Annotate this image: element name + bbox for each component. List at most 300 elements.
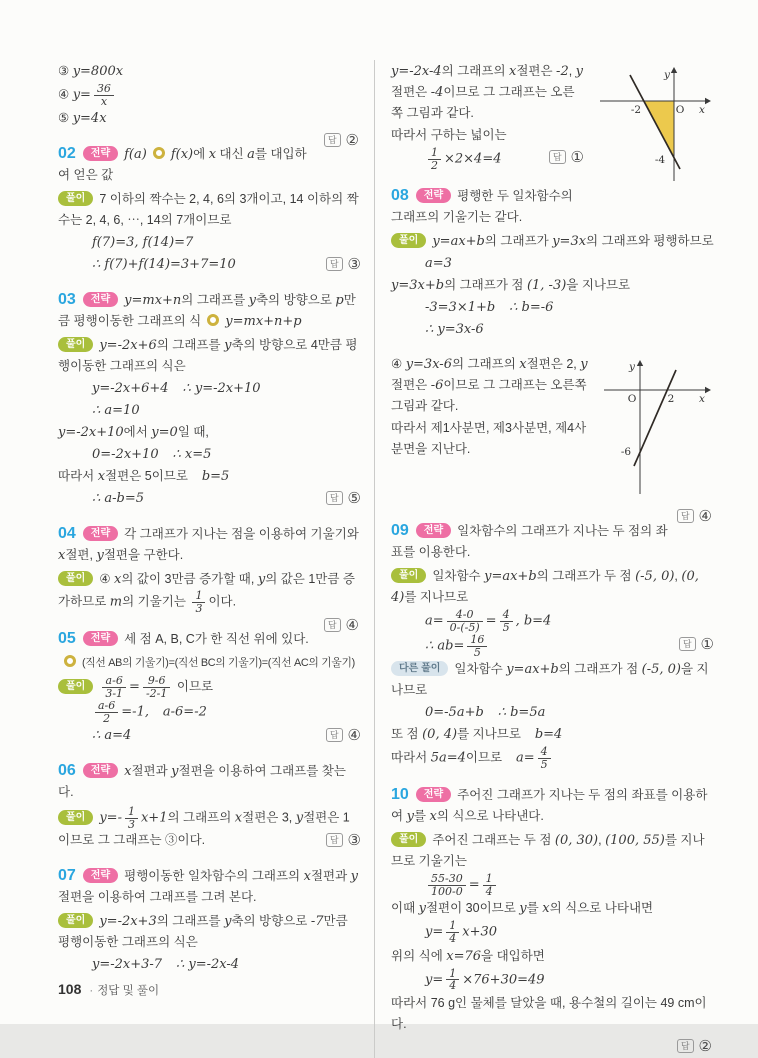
text-run: 를 지나므로 기울기는 xyxy=(391,833,705,869)
text-run: 절편, xyxy=(65,548,97,563)
answer-choice: ① xyxy=(570,149,584,166)
fraction-numerator: a-6 xyxy=(98,699,116,713)
math-run: y=-2x+3-7 xyxy=(92,957,163,973)
math-run: y=mx+n xyxy=(124,293,182,309)
graph-figure-2 xyxy=(600,356,714,500)
text-line xyxy=(391,784,714,827)
text-line xyxy=(58,523,361,566)
math-run: y=ax+b xyxy=(484,569,537,585)
fraction-denominator: 5 xyxy=(467,646,487,659)
math-run: (-5, 0) xyxy=(641,662,681,678)
math-run: y=3x+b xyxy=(391,278,445,294)
text-line xyxy=(58,488,361,509)
answer-icon: 답 xyxy=(679,637,696,651)
y-intercept-label: -4 xyxy=(654,154,666,166)
footer-label: 정답 및 풀이 xyxy=(97,985,160,997)
text-run xyxy=(162,957,176,971)
text-run xyxy=(159,447,173,461)
math-run: y=-2x+3 xyxy=(99,914,157,930)
fraction xyxy=(447,609,483,633)
text-run: 이다. xyxy=(208,594,237,609)
answer-choice: ④ xyxy=(698,508,712,526)
x-intercept-label: -2 xyxy=(630,104,642,116)
text-run: , xyxy=(598,833,606,848)
answer-mark xyxy=(324,130,359,152)
answer-icon: 답 xyxy=(326,257,343,271)
math-run: y=ax+b xyxy=(506,662,559,678)
math-run: y xyxy=(248,293,256,309)
math-run: (0, 4) xyxy=(391,569,703,606)
text-line xyxy=(58,61,361,82)
text-run: 따라서 76 g인 물체를 달았을 때, 용수철의 길이는 49 cm이다. xyxy=(391,995,707,1031)
text-run xyxy=(495,300,509,314)
math-run: (0, 30) xyxy=(554,833,599,849)
text-run: 절편은 1이므로 그 그래프는 ③이다. xyxy=(58,810,350,848)
text-line xyxy=(58,653,361,674)
answer-mark xyxy=(549,147,584,169)
fraction-numerator: 1 xyxy=(449,966,457,980)
text-run: 따라서 xyxy=(391,750,431,765)
math-run: y xyxy=(171,764,179,780)
fraction-denominator: 100-0 xyxy=(428,885,466,898)
solution-badge: 풀이 xyxy=(58,810,93,825)
text-run: 일 때, xyxy=(177,425,209,440)
math-run: x xyxy=(97,469,106,485)
solution-badge: 풀이 xyxy=(391,233,426,248)
problem-block-09 xyxy=(391,520,714,770)
math-run: ∴ ab= xyxy=(425,638,465,654)
fraction-numerator: 9-6 xyxy=(147,674,166,688)
math-run: = xyxy=(129,679,140,695)
text-line xyxy=(391,231,714,252)
text-line xyxy=(58,444,361,465)
text-run: 절편은 xyxy=(391,378,431,393)
math-run: ∴ a=4 xyxy=(92,728,132,744)
text-run: 만큼 평행이동한 그래프의 식은 xyxy=(58,914,352,950)
answer-icon: 답 xyxy=(326,833,343,847)
math-run: y xyxy=(257,572,266,588)
solution-badge: 풀이 xyxy=(391,832,426,847)
text-line xyxy=(391,746,714,770)
problem-block-08 xyxy=(391,185,714,340)
key-point-icon xyxy=(64,655,76,667)
text-line xyxy=(58,911,361,953)
text-run: 의 그래프가 점 xyxy=(444,278,527,293)
answer-icon: 답 xyxy=(549,150,566,164)
math-run: x xyxy=(429,809,437,825)
math-run: f(a) xyxy=(124,147,147,163)
math-run: x xyxy=(234,810,243,826)
text-line xyxy=(58,189,361,231)
answer-choice: ③ xyxy=(347,832,361,850)
fraction-denominator: 3 xyxy=(125,818,138,831)
left-column xyxy=(58,60,361,1058)
text-line xyxy=(58,335,361,377)
math-run: b=5 xyxy=(201,469,230,485)
math-run: x+1 xyxy=(140,810,168,826)
math-run: = xyxy=(485,613,497,629)
math-run: 0=-2x+10 xyxy=(92,447,159,463)
text-run: (직선 AB의 기울기)=(직선 BC의 기울기)=(직선 AC의 기울기) xyxy=(82,657,355,670)
text-line xyxy=(391,873,714,897)
text-run xyxy=(149,705,163,719)
fraction-denominator: 2 xyxy=(428,159,441,172)
text-run: ⑤ xyxy=(58,111,73,126)
fraction xyxy=(483,873,496,897)
continued-solution-block xyxy=(391,354,714,526)
math-run: (-5, 0) xyxy=(635,569,675,585)
text-run: 의 그래프의 xyxy=(441,64,509,78)
math-run: -6 xyxy=(430,378,444,394)
text-line xyxy=(391,946,714,967)
math-run: p xyxy=(335,293,344,309)
answer-icon: 답 xyxy=(324,618,341,632)
answer-choice: ④ xyxy=(345,617,359,635)
text-run: 절편과 xyxy=(131,764,172,779)
text-run: 따라서 구하는 넓이는 xyxy=(391,128,507,142)
text-run: 이므로 xyxy=(173,679,214,694)
math-run: y= xyxy=(425,924,444,940)
text-run: 7 이하의 짝수는 2, 4, 6의 3개이고, 14 이하의 짝수는 2, 4, 6, ⋯, 14의 7개이므로 xyxy=(58,192,359,228)
math-run: x xyxy=(124,764,132,780)
text-run: 를 지나므로 xyxy=(457,727,535,742)
text-run: 세 점 A, B, C가 한 직선 위에 있다. xyxy=(124,632,309,647)
problem-block-05 xyxy=(58,628,361,746)
text-line xyxy=(58,628,361,650)
key-point-icon xyxy=(207,314,219,326)
text-line xyxy=(391,566,714,608)
strategy-badge: 전략 xyxy=(83,763,118,778)
fraction-numerator: 1 xyxy=(449,919,457,933)
math-run: y xyxy=(406,809,414,825)
alt-badge: 다른 풀이 xyxy=(391,661,448,676)
fraction xyxy=(446,920,459,944)
answer-mark xyxy=(326,254,361,276)
math-run: a= xyxy=(516,750,535,766)
answer-choice: ④ xyxy=(347,727,361,745)
key-point-icon xyxy=(153,147,165,159)
text-run: 따라서 xyxy=(58,469,98,484)
text-run: 주어진 그래프는 두 점 xyxy=(432,833,555,848)
math-run: x xyxy=(519,357,527,373)
text-run: 위의 식에 xyxy=(391,948,447,963)
text-line xyxy=(58,83,361,107)
text-run: 에 xyxy=(193,147,209,162)
text-run: 의 식으로 나타낸다. xyxy=(436,809,544,824)
text-run: , xyxy=(568,64,576,78)
math-run: m xyxy=(109,594,123,610)
text-line xyxy=(391,275,714,296)
fraction xyxy=(446,968,459,992)
math-run: ×2×4=4 xyxy=(444,151,502,167)
text-run: 에서 xyxy=(123,425,152,440)
text-run: 일차함수의 그래프가 지나는 두 점의 좌표를 이용한다. xyxy=(391,524,668,560)
answer-mark xyxy=(324,615,359,637)
text-run: 대신 xyxy=(216,147,248,162)
math-run: y xyxy=(350,869,359,885)
text-line xyxy=(391,297,714,318)
text-run: 절편은 xyxy=(516,64,557,78)
problem-number: 07 xyxy=(58,867,76,885)
answer-mark xyxy=(677,506,712,528)
answer-icon: 답 xyxy=(677,509,694,523)
math-run: x xyxy=(509,64,517,79)
text-run: 일차함수 xyxy=(432,569,485,584)
math-run: (1, -3) xyxy=(526,278,567,294)
text-run: 의 그래프를 xyxy=(156,338,225,353)
math-run: -2 xyxy=(556,64,569,79)
fraction xyxy=(95,700,118,724)
math-run: x=76 xyxy=(446,948,482,964)
answer-mark xyxy=(326,488,361,510)
text-run: 평행한 두 일차함수의 그래프의 기울기는 같다. xyxy=(391,189,577,225)
text-line xyxy=(58,232,361,253)
math-run: ∴ x=5 xyxy=(172,447,212,463)
answer-choice: ② xyxy=(345,132,359,150)
text-line xyxy=(391,659,714,701)
text-line xyxy=(58,865,361,908)
math-run: y xyxy=(295,810,304,826)
fraction xyxy=(538,746,551,770)
graph-figure-1 xyxy=(594,63,714,185)
origin-label: O xyxy=(675,104,685,116)
math-run: y xyxy=(224,338,232,354)
text-run: 의 값이 3만큼 증가할 때, xyxy=(121,572,258,587)
x-axis-arrow xyxy=(705,98,711,104)
problem-block-06 xyxy=(58,760,361,851)
answer-icon: 답 xyxy=(677,1039,694,1053)
text-run: ④ xyxy=(99,572,115,587)
fraction xyxy=(428,873,466,897)
fraction-denominator: x xyxy=(94,95,114,108)
math-run: y xyxy=(418,901,426,917)
fraction-denominator: 5 xyxy=(500,621,513,634)
math-run: a-6=-2 xyxy=(162,704,207,720)
text-run: 절편이 30이므로 xyxy=(425,901,520,916)
text-run: 따라서 제1사분면, 제3사분면, 제4사분면을 지난다. xyxy=(391,421,587,457)
text-run: 의 식으로 나타내면 xyxy=(549,901,654,916)
text-run: 의 그래프가 두 점 xyxy=(536,569,636,584)
fraction-numerator: 55-30 xyxy=(431,872,463,886)
x-axis-arrow xyxy=(705,387,711,393)
text-run: 의 그래프를 xyxy=(156,914,225,929)
text-run: 절편을 이용하여 그래프를 찾는다. xyxy=(58,764,346,800)
text-line xyxy=(391,968,714,992)
fraction-denominator: 3-1 xyxy=(102,687,126,700)
page-number: 108 xyxy=(58,981,82,997)
text-run: 축의 방향으로 xyxy=(231,914,311,929)
math-run: x xyxy=(208,147,217,163)
text-line xyxy=(58,806,361,851)
text-run: 를 지나므로 xyxy=(404,590,469,605)
fraction xyxy=(500,609,513,633)
fraction xyxy=(192,590,205,614)
answer-mark xyxy=(679,634,714,656)
strategy-badge: 전략 xyxy=(83,631,118,646)
strategy-badge: 전략 xyxy=(83,526,118,541)
math-run: ∴ y=-2x+10 xyxy=(182,381,261,397)
text-run: 이므로 그 그래프는 오른쪽 그림과 같다. xyxy=(391,85,575,120)
text-run: 의 그래프가 점 xyxy=(558,662,642,677)
math-run: y xyxy=(224,914,232,930)
math-run: 5a=4 xyxy=(430,750,466,766)
fraction-denominator: 2 xyxy=(95,712,118,725)
math-run: , b=4 xyxy=(515,613,552,629)
math-run: b=4 xyxy=(534,727,563,743)
text-run: 절편은 xyxy=(391,85,431,99)
math-run: ∴ a-b=5 xyxy=(92,491,145,507)
math-run: ∴ y=3x-6 xyxy=(425,322,484,338)
text-run: 일차함수 xyxy=(454,662,507,677)
math-run: x xyxy=(542,901,550,917)
fraction-denominator: 4 xyxy=(483,885,496,898)
math-run: ∴ y=-2x-4 xyxy=(175,957,240,973)
math-run: y xyxy=(575,64,584,79)
fraction xyxy=(143,675,170,699)
answer-choice: ① xyxy=(700,636,714,654)
fraction-numerator: 36 xyxy=(96,82,111,95)
text-run: 절편은 5이므로 xyxy=(105,469,202,484)
problem-number: 03 xyxy=(58,291,76,309)
solution-badge: 풀이 xyxy=(58,191,93,206)
math-run: ∴ a=10 xyxy=(92,403,140,419)
math-run: (0, 4) xyxy=(422,727,458,743)
math-run: y=mx+n+p xyxy=(225,314,302,330)
math-run: y=-2x+6 xyxy=(99,338,157,354)
y-axis-label: y xyxy=(664,69,670,81)
fraction-numerator: 1 xyxy=(127,805,135,819)
problem-number: 05 xyxy=(58,630,76,648)
math-run: =-1, xyxy=(121,704,149,720)
math-run: -3=3×1+b xyxy=(425,300,496,316)
fraction xyxy=(102,675,126,699)
answer-choice: ③ xyxy=(347,256,361,274)
solution-badge: 풀이 xyxy=(58,913,93,928)
text-line xyxy=(58,378,361,399)
text-run: 을 대입하면 xyxy=(481,948,545,963)
strategy-badge: 전략 xyxy=(416,787,451,802)
y-axis-label: y xyxy=(629,361,635,374)
math-run: y= xyxy=(72,87,91,103)
strategy-badge: 전략 xyxy=(83,292,118,307)
math-run: ∴ f(7)+f(14)=3+7=10 xyxy=(92,257,236,273)
text-line xyxy=(391,920,714,944)
strategy-badge: 전략 xyxy=(416,523,451,538)
y-axis-arrow xyxy=(637,360,643,366)
answer-mark xyxy=(326,725,361,747)
fraction xyxy=(467,634,487,658)
text-run: 이므로 그 그래프는 오른쪽 그림과 같다. xyxy=(391,378,591,414)
text-line xyxy=(58,569,361,614)
text-run: ④ xyxy=(58,87,73,102)
fraction-numerator: 1 xyxy=(431,146,438,159)
strategy-badge: 전략 xyxy=(83,146,118,161)
problem-block-04 xyxy=(58,523,363,635)
fraction-numerator: a-6 xyxy=(105,674,123,688)
x-intercept-label: 2 xyxy=(667,393,675,406)
text-run: 를 xyxy=(413,809,430,824)
text-line xyxy=(391,724,714,745)
text-run: 를 xyxy=(526,901,543,916)
y-axis-arrow xyxy=(671,67,677,73)
text-run: 을 지나므로 xyxy=(566,278,631,293)
math-run: y=3x-6 xyxy=(405,357,452,373)
text-run: 이므로 xyxy=(465,750,517,765)
text-run: 를 대입하여 얻은 값 xyxy=(58,147,307,183)
math-run: y=-2x-4 xyxy=(391,64,442,79)
text-line xyxy=(58,143,361,186)
origin-label: O xyxy=(627,393,637,406)
fraction-numerator: 1 xyxy=(195,589,203,603)
math-run: = xyxy=(468,877,480,893)
text-run: 절편을 구한다. xyxy=(103,548,184,563)
answer-choice: ⑤ xyxy=(347,490,361,508)
math-run: x xyxy=(114,572,122,588)
text-run: 의 값은 1만큼 증가하므로 xyxy=(58,572,356,609)
text-run: 평행이동한 일차함수의 그래프의 xyxy=(124,869,304,884)
solution-badge: 풀이 xyxy=(58,337,93,352)
text-line xyxy=(58,254,361,275)
fraction xyxy=(428,147,441,171)
right-column xyxy=(374,60,714,1058)
solution-badge: 풀이 xyxy=(58,571,93,586)
text-line xyxy=(391,993,714,1035)
text-run: 의 그래프를 xyxy=(181,293,249,308)
text-line xyxy=(391,898,714,919)
text-run xyxy=(484,705,498,719)
math-run: y xyxy=(580,357,588,373)
math-run: a= xyxy=(425,613,444,629)
math-run: y xyxy=(519,901,527,917)
text-run: 의 그래프가 xyxy=(484,234,553,249)
problem-number: 09 xyxy=(391,522,409,540)
math-run: y=0 xyxy=(151,425,178,441)
x-axis-label: x xyxy=(699,104,705,116)
problem-block-03 xyxy=(58,289,361,509)
page-footer xyxy=(58,981,159,998)
text-run: 의 그래프의 xyxy=(451,357,520,372)
strategy-badge: 전략 xyxy=(83,868,118,883)
problem-number: 10 xyxy=(391,786,409,804)
math-run: y=-2x+10 xyxy=(58,425,124,441)
strategy-badge: 전략 xyxy=(416,188,451,203)
math-run: f(7)=3, f(14)=7 xyxy=(92,235,194,251)
math-run: f(x) xyxy=(170,147,194,163)
math-run: ∴ b=-6 xyxy=(509,300,554,316)
problem-number: 04 xyxy=(58,525,76,543)
text-line xyxy=(391,830,714,872)
math-run: -4 xyxy=(430,85,444,100)
math-run: y=3x xyxy=(552,234,587,250)
math-run: y xyxy=(96,548,104,564)
continued-solution-block xyxy=(391,61,714,171)
math-run: y=4x xyxy=(72,111,107,127)
math-run: y=- xyxy=(99,810,122,826)
text-run: 을 지나므로 xyxy=(391,662,709,698)
text-run: 또 점 xyxy=(391,727,423,742)
fraction-denominator: -2-1 xyxy=(143,687,170,700)
text-run xyxy=(169,381,183,395)
answer-choice: ② xyxy=(698,1037,712,1055)
math-run: ∴ b=5a xyxy=(497,705,546,721)
text-run: 각 그래프가 지나는 점을 이용하여 기울기와 xyxy=(124,527,363,542)
text-run: ④ xyxy=(391,357,406,372)
continued-solution-block xyxy=(58,61,361,150)
answer-mark xyxy=(677,1036,712,1058)
text-run: 의 그래프의 xyxy=(167,810,235,825)
fraction-denominator: 4 xyxy=(446,979,459,992)
fraction-numerator: 4 xyxy=(502,608,510,622)
